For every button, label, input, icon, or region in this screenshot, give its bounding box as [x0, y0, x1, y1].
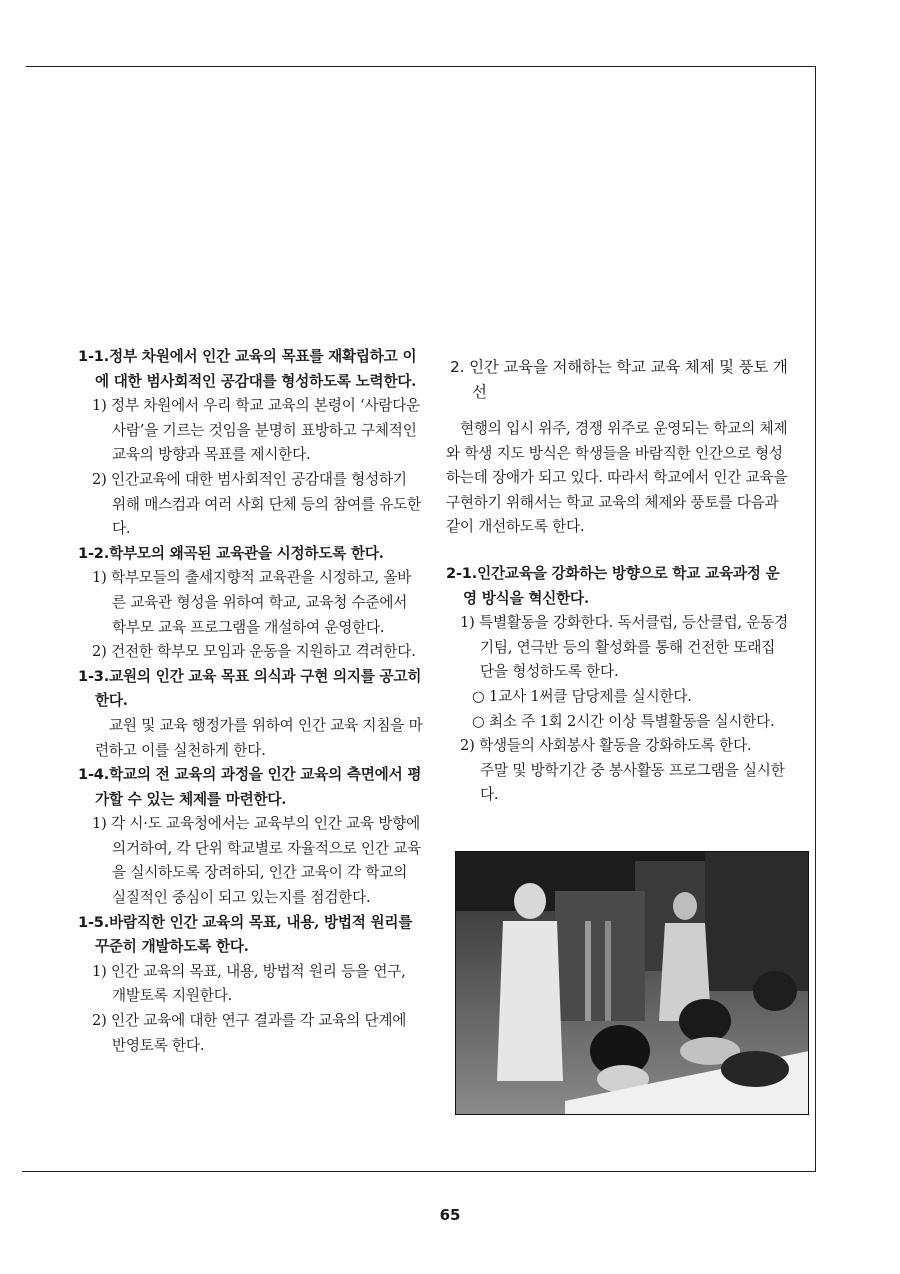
bullet-item: ○ 1교사 1써클 담당제를 실시한다. [472, 687, 692, 705]
left-column [78, 345, 423, 1058]
heading-1-2: 1-2.학부모의 왜곡된 교육관을 시정하도록 한다. [78, 544, 384, 562]
item-2-1-2: 2) 학생들의 사회봉사 활동을 강화하도록 한다. [460, 737, 752, 755]
item-1-5-1: 1) 인간 교육의 목표, 내용, 방법적 원리 등을 연구, 개발토록 지원한다. [92, 962, 406, 1005]
top-rule [26, 66, 816, 67]
paragraph-2-1-2: 주말 및 방학기간 중 봉사활동 프로그램을 실시한다. [480, 761, 785, 804]
item-2-1-1: 1) 특별활동을 강화한다. 독서클럽, 등산클럽, 운동경기팀, 연극반 등의 활성화를 통해 건전한 또래집단을 형성하도록 한다. [460, 614, 789, 681]
bottom-rule [22, 1171, 816, 1172]
heading-2-1: 2-1.인간교육을 강화하는 방향으로 학교 교육과정 운영 방식을 혁신한다. [446, 564, 780, 607]
page-number: 65 [439, 1206, 461, 1224]
section-title: 2. 인간 교육을 저해하는 학교 교육 체제 및 풍토 개선 [450, 358, 788, 401]
right-rule [815, 66, 816, 1171]
item-1-4-1: 1) 각 시·도 교육청에서는 교육부의 인간 교육 방향에 의거하여, 각 단위 학교별로 자율적으로 인간 교육을 실시하도록 장려하되, 인간 교육이 각 학교의 실질적인 중심이 되고 있는지를 점검한다. [92, 815, 422, 907]
heading-1-5: 1-5.바람직한 인간 교육의 목표, 내용, 방법적 원리를 꾸준히 개발하도록 한다. [78, 913, 413, 956]
bullet-item: ○ 최소 주 1회 2시간 이상 특별활동을 실시한다. [472, 712, 775, 730]
heading-1-1: 1-1.정부 차원에서 인간 교육의 목표를 재확립하고 이에 대한 범사회적인 공감대를 형성하도록 노력한다. [78, 348, 417, 390]
item-1-2-1: 1) 학부모들의 출세지향적 교육관을 시정하고, 올바른 교육관 형성을 위하여 학교, 교육청 수준에서 학부모 교육 프로그램을 개설하여 운영한다. [92, 569, 412, 636]
section-intro: 현행의 입시 위주, 경쟁 위주로 운영되는 학교의 체제와 학생 지도 방식은 학생들을 바람직한 인간으로 형성하는데 장애가 되고 있다. 따라서 학교에서 인간 교육을 구현하기 위해서는 학교 교육의 체제와 풍토를 다음과 같이 개선하도록 한다. [446, 420, 788, 536]
paragraph-1-3: 교원 및 교육 행정가를 위하여 인간 교육 지침을 마련하고 이를 실천하게 한다. [95, 716, 423, 759]
classroom-photo [455, 851, 809, 1115]
item-1-5-2: 2) 인간 교육에 대한 연구 결과를 각 교육의 단계에 반영토록 한다. [92, 1012, 407, 1054]
item-1-2-2: 2) 건전한 학부모 모임과 운동을 지원하고 격려한다. [92, 643, 416, 661]
item-1-1-2: 2) 인간교육에 대한 범사회적인 공감대를 형성하기 위해 매스컴과 여러 사회 단체 등의 참여를 유도한다. [92, 470, 422, 538]
right-column [446, 345, 789, 808]
heading-1-3: 1-3.교원의 인간 교육 목표 의식과 구현 의지를 공고히 한다. [78, 667, 422, 710]
item-1-1-1: 1) 정부 차원에서 우리 학교 교육의 본령이 ‘사람다운 사람’을 기르는 것임을 분명히 표방하고 구체적인 교육의 방향과 목표를 제시한다. [92, 397, 421, 464]
heading-1-4: 1-4.학교의 전 교육의 과정을 인간 교육의 측면에서 평가할 수 있는 체제를 마련한다. [78, 766, 422, 808]
